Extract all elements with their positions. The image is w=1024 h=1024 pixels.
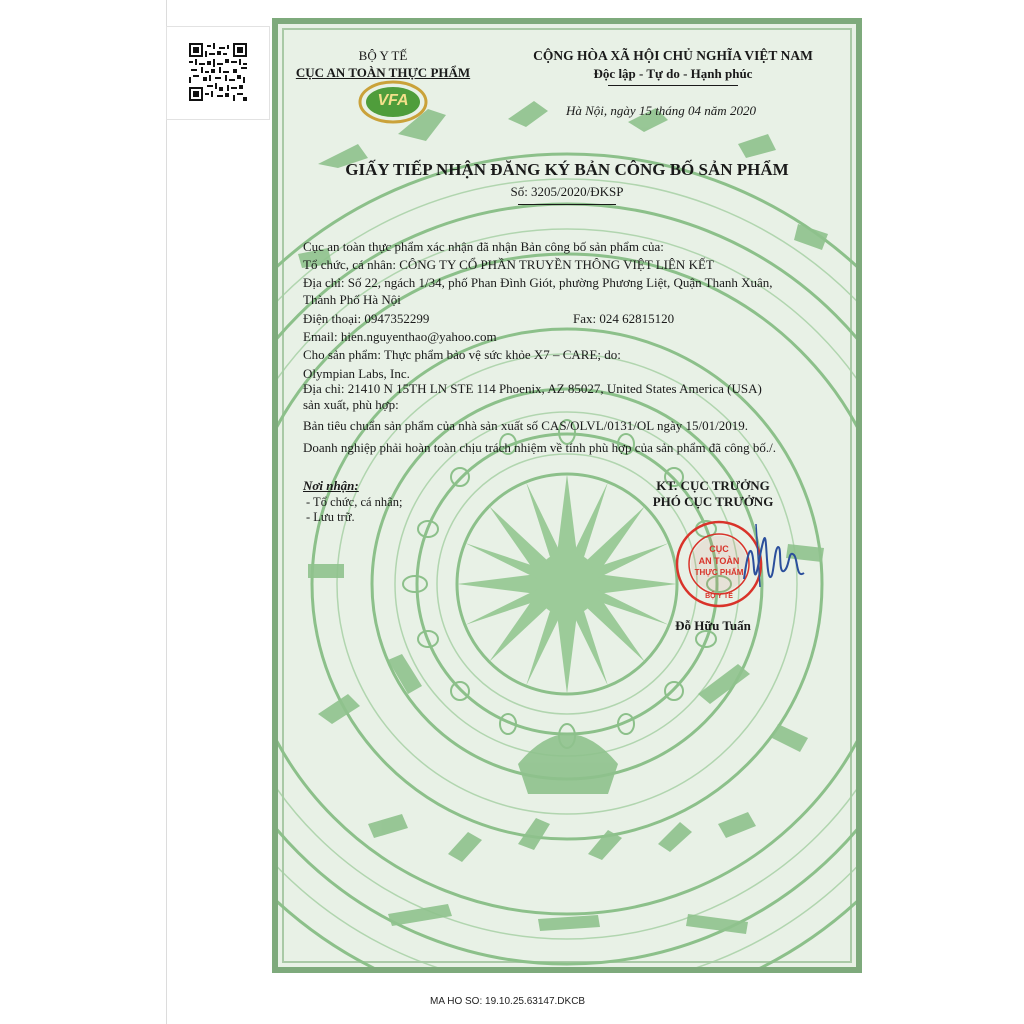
body-line-standard: Bản tiêu chuẩn sản phẩm của nhà sản xuất số CAS/OLVL/0131/OL ngày 15/01/2019. [303, 418, 748, 433]
recipient-item: - Tổ chức, cá nhân; [306, 495, 403, 509]
body-line-organization: Tổ chức, cá nhân: CÔNG TY CỔ PHẦN TRUYỀN THÔNG VIỆT LIÊN KẾT [303, 257, 714, 272]
vfa-logo-text: VFA [377, 92, 409, 109]
handwritten-signature [734, 519, 814, 594]
body-line-manufacturer: Olympian Labs, Inc. [303, 366, 410, 381]
motto-underline [608, 85, 738, 86]
certificate-number: Số: 3205/2020/ĐKSP [510, 184, 624, 199]
qr-code [166, 26, 270, 120]
body-line-fax: Fax: 024 62815120 [573, 311, 675, 326]
body-line-confirmation: Cục an toàn thực phẩm xác nhận đã nhận Bản công bố sản phẩm của: [303, 239, 664, 254]
stamp-ring-text: BỘ Y TẾ [705, 593, 733, 600]
recipient-item: - Lưu trữ. [306, 510, 355, 524]
body-line-produced: sản xuất, phù hợp: [303, 397, 399, 412]
body-line-responsibility: Doanh nghiệp phải hoàn toàn chịu trách nhiệm về tính phù hợp của sản phẩm đã công bố./. [303, 440, 776, 455]
dossier-code: MA HO SO: 19.10.25.63147.DKCB [430, 996, 586, 1007]
certificate-title: GIẤY TIẾP NHẬN ĐĂNG KÝ BẢN CÔNG BỐ SẢN PHẨM [345, 160, 789, 179]
qr-code-icon [189, 43, 247, 101]
signer-role-secondary: PHÓ CỤC TRƯỞNG [652, 494, 774, 509]
republic-name: CỘNG HÒA XÃ HỘI CHỦ NGHĨA VIỆT NAM [533, 48, 813, 63]
stamp-text-mid: AN TOÀN [698, 556, 740, 566]
stamp-text-bottom: THỰC PHẨM [694, 568, 744, 577]
body-line-manufacturer-address: Địa chỉ: 21410 N 15TH LN STE 114 Phoenix, AZ 85027, United States America (USA) [303, 381, 762, 396]
body-line-city: Thành Phố Hà Nội [303, 292, 401, 307]
body-line-address: Địa chỉ: Số 22, ngách 1/34, phố Phan Đình Giót, phường Phương Liệt, Quận Thanh Xuân, [303, 275, 773, 290]
vfa-logo [358, 80, 428, 124]
body-line-email: Email: hien.nguyenthao@yahoo.com [303, 329, 497, 344]
recipients-title: Nơi nhận: [303, 478, 359, 493]
national-motto: Độc lập - Tự do - Hạnh phúc [593, 66, 753, 81]
agency-name: CỤC AN TOÀN THỰC PHẨM [295, 65, 471, 80]
title-underline [518, 204, 616, 205]
ministry-name: BỘ Y TẾ [358, 48, 408, 63]
body-line-product: Cho sản phẩm: Thực phẩm bảo vệ sức khỏe X7 – CARE; do: [303, 347, 621, 362]
signer-role-primary: KT. CỤC TRƯỞNG [656, 478, 770, 493]
place-date: Hà Nội, ngày 15 tháng 04 năm 2020 [566, 103, 756, 118]
stamp-text-top: CỤC [709, 544, 729, 554]
signer-name: Đỗ Hữu Tuấn [675, 618, 751, 633]
body-line-phone: Điện thoại: 0947352299 [303, 311, 430, 326]
certificate [272, 18, 862, 973]
